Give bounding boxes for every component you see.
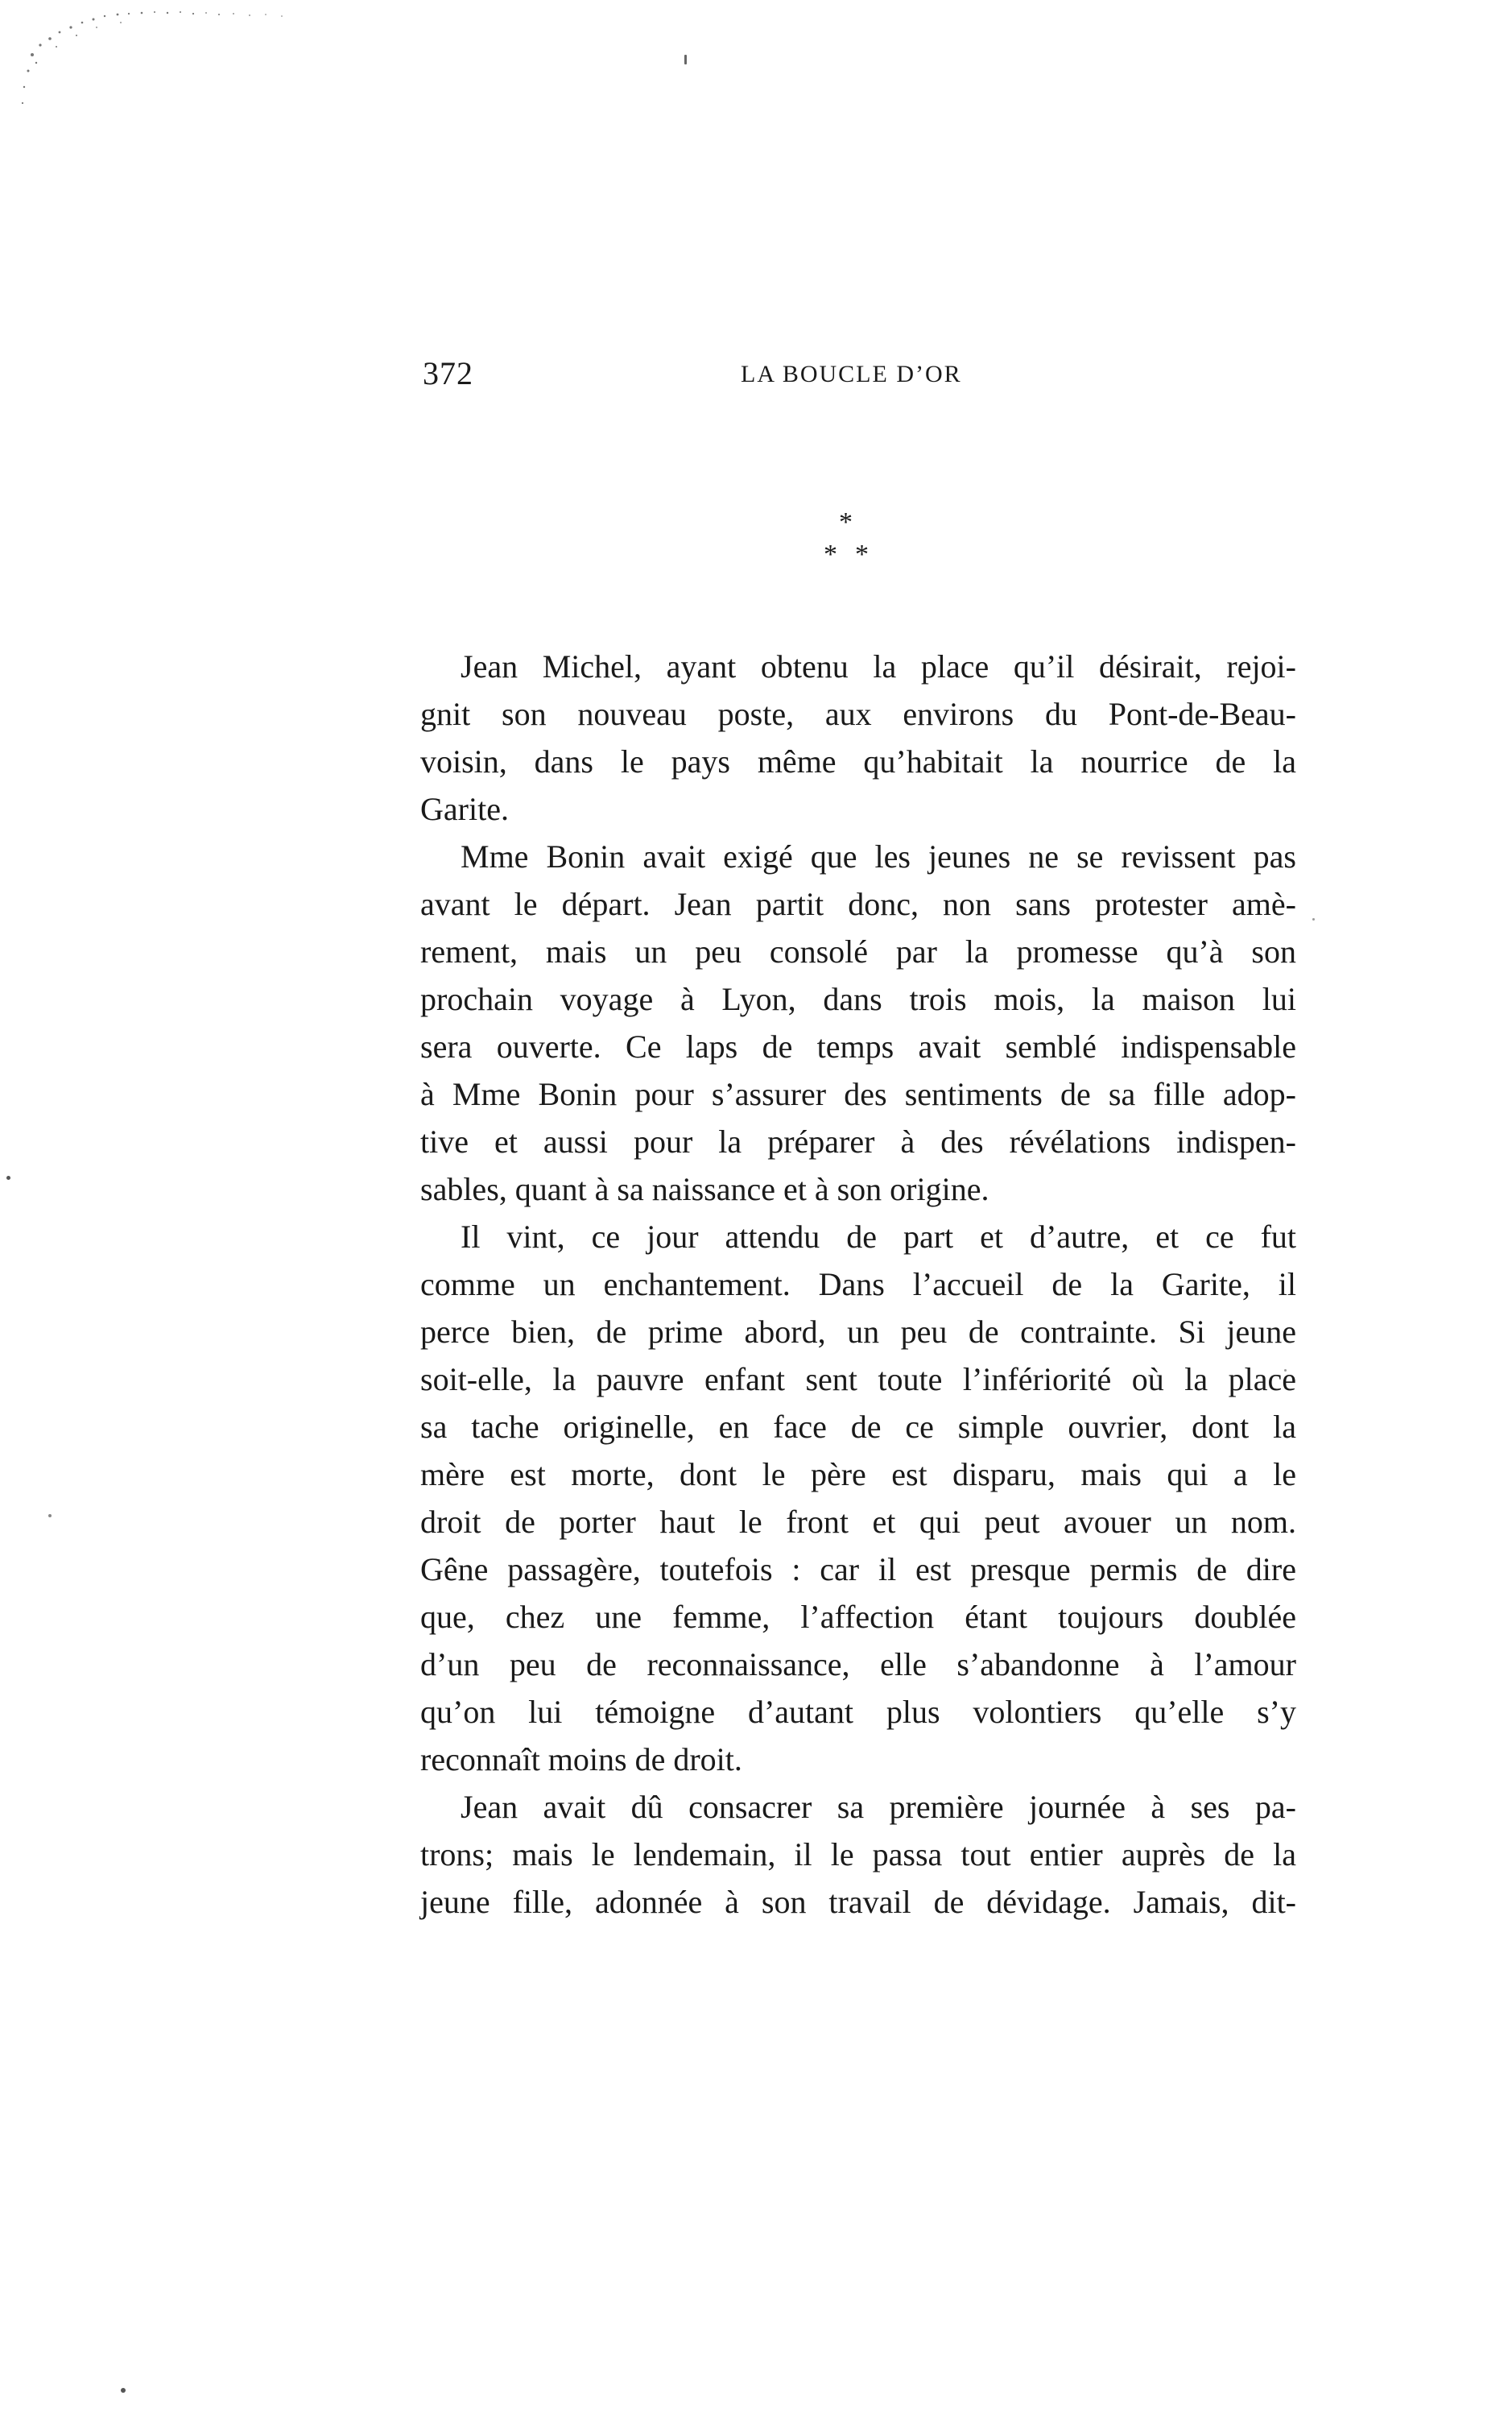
text-line: d’un peu de reconnaissance, elle s’abandonne à l’amour [420,1646,1296,1682]
text-line: Garite. [420,791,509,827]
page-header [423,354,1296,403]
text-line: rement, mais un peu consolé par la promesse qu’à son [420,933,1296,970]
page-number: 372 [423,355,473,391]
text-line: avant le départ. Jean partit donc, non sans protester amè- [420,886,1296,922]
asterism-star: * [824,540,837,569]
section-asterism [813,509,894,573]
paragraph [420,1783,1296,1926]
text-line: prochain voyage à Lyon, dans trois mois, la maison lui [420,981,1296,1017]
paragraph [420,1213,1296,1783]
scan-speck [121,2388,126,2393]
asterism-star: * [839,507,853,537]
text-line: jeune fille, adonnée à son travail de dévidage. Jamais, dit- [420,1884,1296,1920]
body-text [420,643,1296,1926]
text-line: soit-elle, la pauvre enfant sent toute l’infériorité où la place [420,1361,1296,1397]
text-line: trons; mais le lendemain, il le passa tout entier auprès de la [420,1836,1296,1872]
scan-speck [684,55,687,64]
text-line: droit de porter haut le front et qui peut avouer un nom. [420,1504,1296,1540]
scan-corner-marks [8,6,322,135]
text-line: gnit son nouveau poste, aux environs du Pont-de-Beau- [420,696,1296,732]
scan-speck [48,1514,52,1517]
text-line: Mme Bonin avait exigé que les jeunes ne se revissent pas [461,838,1296,875]
text-line: Jean avait dû consacrer sa première journée à ses pa- [461,1789,1296,1825]
text-line: perce bien, de prime abord, un peu de contrainte. Si jeune [420,1314,1296,1350]
text-line: Il vint, ce jour attendu de part et d’autre, et ce fut [461,1219,1296,1255]
text-line: à Mme Bonin pour s’assurer des sentiments de sa fille adop- [420,1076,1296,1112]
text-line: sera ouverte. Ce laps de temps avait semblé indispensable [420,1028,1296,1065]
asterism-star: * [855,540,869,569]
paragraph [420,643,1296,833]
scan-speck [1312,918,1315,921]
scan-speck [6,1176,10,1180]
text-line: qu’on lui témoigne d’autant plus volontiers qu’elle s’y [420,1694,1296,1730]
text-line: voisin, dans le pays même qu’habitait la nourrice de la [420,743,1296,780]
text-line: sa tache originelle, en face de ce simple ouvrier, dont la [420,1409,1296,1445]
text-line: mère est morte, dont le père est disparu, mais qui a le [420,1456,1296,1492]
text-line: comme un enchantement. Dans l’accueil de la Garite, il [420,1266,1296,1302]
paragraph [420,833,1296,1213]
text-line: Jean Michel, ayant obtenu la place qu’il désirait, rejoi- [461,648,1296,685]
text-line: tive et aussi pour la préparer à des révélations indispen- [420,1123,1296,1160]
text-line: reconnaît moins de droit. [420,1741,742,1777]
text-line: que, chez une femme, l’affection étant toujours doublée [420,1599,1296,1635]
text-line: sables, quant à sa naissance et à son origine. [420,1171,989,1207]
running-title: LA BOUCLE D’OR [741,361,962,387]
text-line: Gêne passagère, toutefois : car il est presque permis de dire [420,1551,1296,1587]
